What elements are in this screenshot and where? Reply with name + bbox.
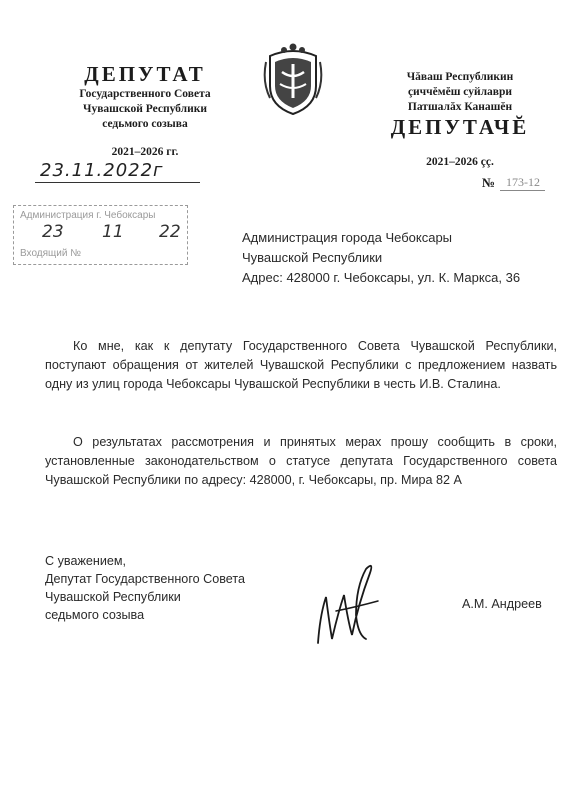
- stamp-line1: Администрация г. Чебоксары: [20, 210, 156, 221]
- addressee-line2: Чувашской Республики: [242, 250, 383, 265]
- header-right-title: ДЕПУТАЧĔ: [390, 115, 530, 139]
- header-right-line3: Патшалăх Канашĕн: [407, 101, 513, 113]
- stamp-month: 11: [102, 222, 124, 242]
- header-left-title: ДЕПУТАТ: [84, 62, 206, 86]
- stamp-day: 23: [42, 222, 64, 242]
- addressee-line1: Администрация города Чебоксары: [242, 230, 453, 245]
- body-paragraph-1: Ко мне, как к депутату Государственного Совета Чувашской Республики, поступают обращения от жителей Чувашской Республики с предложением назвать одну из улиц города Чебоксары Чувашской Республики в честь И.В. Сталина.: [45, 339, 557, 391]
- incoming-stamp: [13, 205, 188, 265]
- closing-position-3: седьмого созыва: [45, 608, 145, 622]
- stamp-line3: Входящий №: [20, 248, 81, 259]
- closing-position-1: Депутат Государственного Совета: [45, 572, 245, 586]
- body-paragraph-2: О результатах рассмотрения и принятых мерах прошу сообщить в сроки, установленные законодательством о статусе депутата Государственного совета Чувашской Республики по адресу: 428000, г. Чебоксары, пр. Мира 82 А: [45, 435, 557, 487]
- handwritten-signature: [300, 555, 410, 655]
- header-right-years: 2021–2026 çç.: [426, 156, 494, 168]
- header-left-line2: Чувашской Республики: [83, 103, 207, 115]
- header-right-line2: çиччĕмĕш суйлаври: [407, 86, 513, 98]
- closing-greeting: С уважением,: [45, 554, 127, 568]
- number-underline: [500, 190, 545, 191]
- addressee-block: [242, 228, 520, 288]
- addressee-address: Адрес: 428000 г. Чебоксары, ул. К. Маркса, 36: [242, 270, 521, 285]
- header-left-line3: седьмого созыва: [102, 118, 188, 130]
- stamp-year: 22: [159, 222, 181, 242]
- header-left-years: 2021–2026 гг.: [111, 146, 179, 158]
- signatory-name: А.М. Андреев: [462, 597, 542, 611]
- coat-of-arms-emblem: [262, 42, 324, 116]
- outgoing-number-label: №: [482, 175, 496, 190]
- header-left-line1: Государственного Совета: [79, 88, 211, 100]
- outgoing-number-value: 173-12: [506, 175, 540, 189]
- outgoing-date: 23.11.2022г: [40, 160, 164, 181]
- closing-block: [45, 552, 245, 624]
- closing-position-2: Чувашской Республики: [45, 590, 181, 604]
- header-right: [365, 70, 555, 168]
- header-right-line1: Чăваш Республикин: [406, 71, 514, 83]
- header-left: [40, 62, 250, 158]
